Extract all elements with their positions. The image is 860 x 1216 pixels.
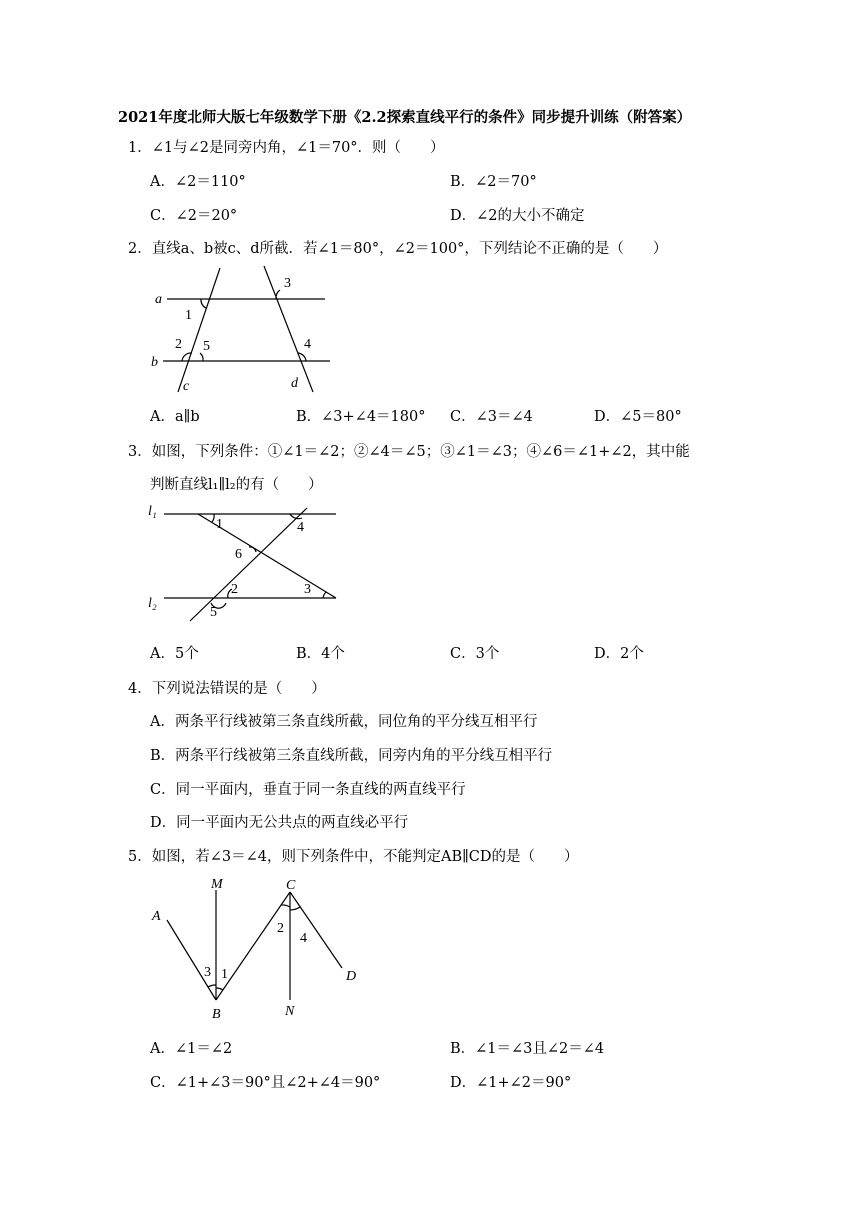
transversal-right [190, 508, 307, 621]
question-3-option-d: D．2个 [594, 646, 644, 662]
angle-arc-3 [323, 592, 326, 598]
label-2: 2 [175, 337, 182, 352]
question-4-stem: 4．下列说法错误的是（ ） [128, 681, 326, 697]
label-C: C [286, 878, 296, 893]
label-2: 2 [231, 582, 238, 597]
label-3: 3 [284, 276, 291, 291]
angle-arc-6 [249, 547, 256, 552]
segment-bc [216, 892, 290, 1000]
question-2-option-c: C．∠3＝∠4 [450, 409, 533, 425]
question-5-figure [145, 870, 370, 1025]
question-2-option-d: D．∠5＝80° [594, 409, 682, 425]
label-1: 1 [185, 308, 192, 323]
angle-arc-1 [201, 299, 206, 308]
question-3-option-a: A．5个 [150, 646, 199, 662]
question-5-option-d: D．∠1+∠2＝90° [450, 1075, 572, 1091]
label-5: 5 [203, 339, 210, 354]
label-1: 1 [221, 967, 228, 982]
line-c [178, 268, 220, 392]
label-l1: l₁ [148, 504, 157, 519]
label-a: a [155, 292, 162, 307]
question-3-stem-line-2: 判断直线l₁∥l₂的有（ ） [150, 477, 323, 493]
question-2-option-a: A．a∥b [150, 409, 200, 425]
label-b: b [151, 355, 158, 370]
label-d: d [291, 376, 298, 391]
question-5-option-b: B．∠1＝∠3且∠2＝∠4 [450, 1041, 605, 1057]
document-title: 2021年度北师大版七年级数学下册《2.2探索直线平行的条件》同步提升训练（附答案） [118, 109, 692, 126]
label-N: N [285, 1004, 295, 1019]
question-4-option-b: B．两条平行线被第三条直线所截，同旁内角的平分线互相平行 [150, 748, 553, 764]
angle-arc-5 [200, 353, 203, 361]
question-2-option-b: B．∠3+∠4＝180° [296, 409, 426, 425]
question-1-option-d: D．∠2的大小不确定 [450, 208, 585, 224]
label-5: 5 [210, 605, 217, 620]
question-3-figure [140, 497, 345, 629]
label-4: 4 [297, 520, 304, 535]
angle-arc-4 [290, 907, 300, 910]
label-3: 3 [204, 965, 211, 980]
label-4: 4 [304, 337, 311, 352]
label-l2: l₂ [148, 596, 157, 611]
label-B: B [212, 1007, 221, 1022]
question-5-stem: 5．如图，若∠3＝∠4，则下列条件中，不能判定AB∥CD的是（ ） [128, 849, 579, 865]
label-D: D [346, 969, 357, 984]
question-2-figure [145, 262, 345, 397]
angle-arc-1 [212, 514, 214, 522]
question-4-option-a: A．两条平行线被第三条直线所截，同位角的平分线互相平行 [150, 714, 538, 730]
angle-arc-3 [208, 985, 216, 987]
angle-arc-1 [216, 988, 223, 990]
label-3: 3 [304, 582, 311, 597]
segment-ab [167, 920, 216, 1000]
question-3-option-b: B．4个 [296, 646, 345, 662]
question-3-option-c: C．3个 [450, 646, 500, 662]
label-A: A [152, 909, 161, 924]
label-M: M [211, 877, 223, 892]
question-1-stem: 1．∠1与∠2是同旁内角，∠1＝70°．则（ ） [128, 140, 445, 156]
label-2: 2 [277, 921, 284, 936]
label-1: 1 [216, 517, 223, 532]
question-5-option-c: C．∠1+∠3＝90°且∠2+∠4＝90° [150, 1075, 381, 1091]
question-3-stem-line-1: 3．如图，下列条件：①∠1＝∠2；②∠4＝∠5；③∠1＝∠3；④∠6＝∠1+∠2，其中能 [128, 444, 690, 460]
segment-cd [290, 892, 342, 968]
question-4-option-d: D．同一平面内无公共点的两直线必平行 [150, 815, 409, 831]
angle-arc-2 [281, 905, 290, 907]
question-1-option-a: A．∠2＝110° [150, 174, 246, 190]
question-4-option-c: C．同一平面内，垂直于同一条直线的两直线平行 [150, 782, 466, 798]
label-c: c [183, 379, 190, 394]
question-5-option-a: A．∠1＝∠2 [150, 1041, 233, 1057]
label-6: 6 [235, 547, 242, 562]
question-2-stem: 2．直线a、b被c、d所截．若∠1＝80°，∠2＝100°，下列结论不正确的是（ ） [128, 241, 668, 257]
label-4: 4 [300, 931, 307, 946]
question-1-option-c: C．∠2＝20° [150, 208, 238, 224]
question-1-option-b: B．∠2＝70° [450, 174, 537, 190]
